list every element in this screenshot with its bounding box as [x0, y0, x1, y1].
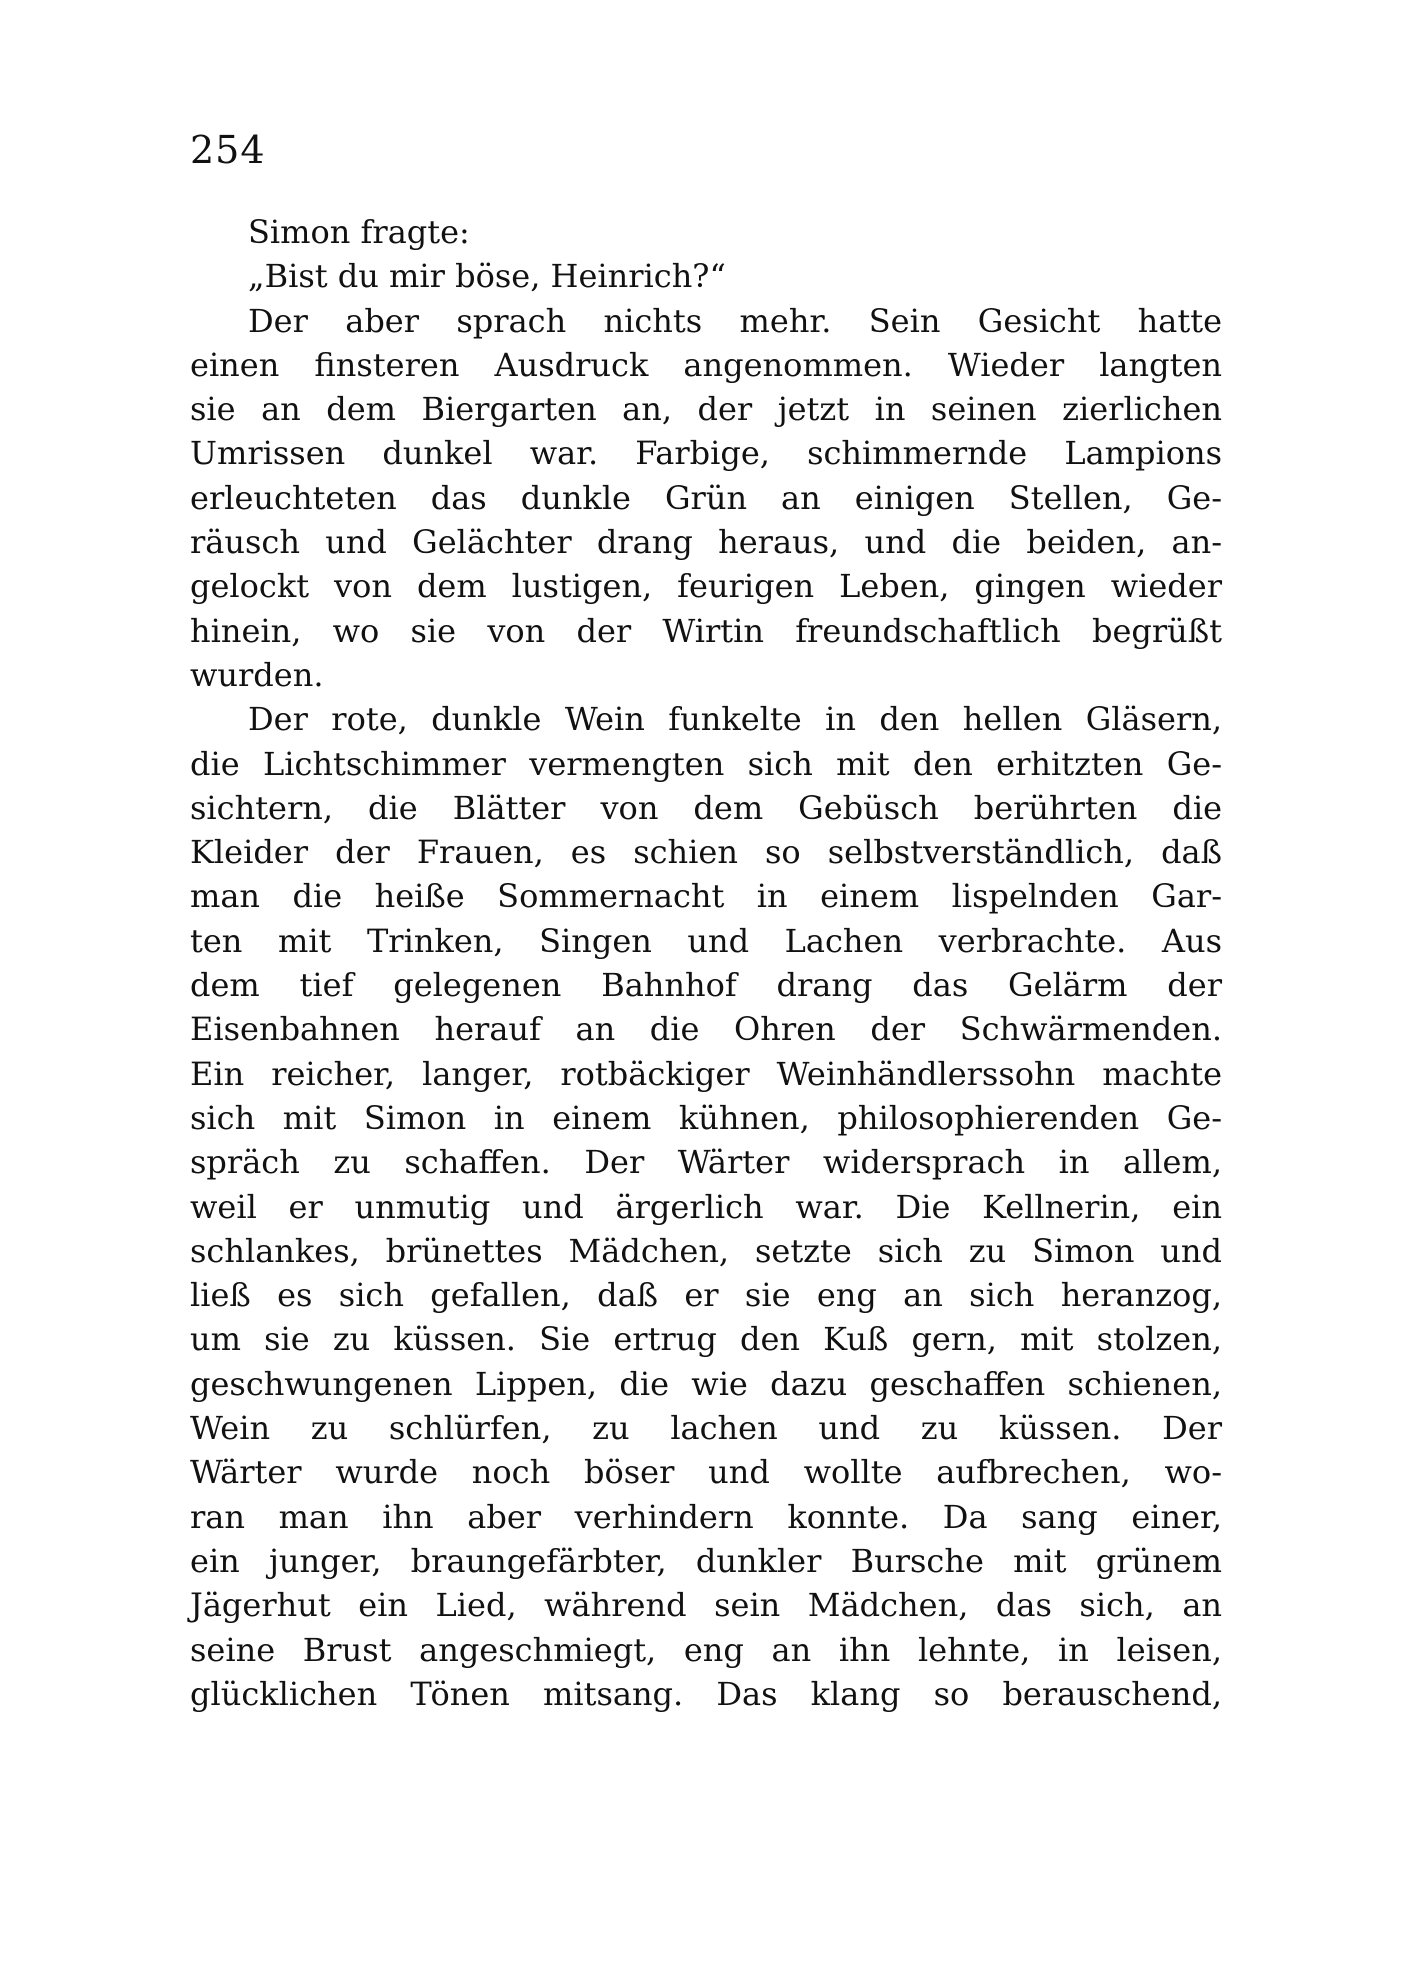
text-line: glücklichen Tönen mitsang. Das klang so berauschend,	[190, 1674, 1222, 1713]
text-line: Wärter wurde noch böser und wollte aufbrechen, wo-	[190, 1453, 1222, 1492]
text-line: Simon fragte:	[248, 213, 470, 251]
text-line: räusch und Gelächter drang heraus, und die beiden, an-	[190, 523, 1222, 562]
text-line: wurden.	[190, 655, 324, 694]
body-text	[190, 210, 1222, 1716]
text-line: einen finsteren Ausdruck angenommen. Wieder langten	[190, 345, 1222, 384]
text-line: erleuchteten das dunkle Grün an einigen Stellen, Ge-	[190, 478, 1222, 517]
text-line: seine Brust angeschmiegt, eng an ihn lehnte, in leisen,	[190, 1630, 1222, 1669]
text-line: Der rote, dunkle Wein funkelte in den hellen Gläsern,	[248, 700, 1222, 739]
text-line: ein junger, braungefärbter, dunkler Bursche mit grünem	[190, 1541, 1222, 1580]
text-line: um sie zu küssen. Sie ertrug den Kuß gern, mit stolzen,	[190, 1320, 1222, 1359]
text-line: weil er unmutig und ärgerlich war. Die Kellnerin, ein	[190, 1187, 1222, 1226]
text-line: Kleider der Frauen, es schien so selbstverständlich, daß	[190, 833, 1222, 872]
text-line: Der aber sprach nichts mehr. Sein Gesicht hatte	[248, 301, 1222, 340]
text-line: sichtern, die Blätter von dem Gebüsch berührten die	[190, 788, 1222, 827]
text-line: man die heiße Sommernacht in einem lispelnden Gar-	[190, 877, 1222, 916]
text-line: spräch zu schaffen. Der Wärter widersprach in allem,	[190, 1143, 1222, 1182]
text-line: dem tief gelegenen Bahnhof drang das Gelärm der	[190, 966, 1222, 1005]
text-line: Eisenbahnen herauf an die Ohren der Schwärmenden.	[190, 1010, 1222, 1049]
text-line: Ein reicher, langer, rotbäckiger Weinhändlerssohn machte	[190, 1054, 1222, 1093]
text-line: Jägerhut ein Lied, während sein Mädchen, das sich, an	[190, 1586, 1222, 1625]
text-line: „Bist du mir böse, Heinrich?“	[248, 257, 726, 296]
text-line: die Lichtschimmer vermengten sich mit den erhitzten Ge-	[190, 744, 1222, 783]
text-line: Umrissen dunkel war. Farbige, schimmernde Lampions	[190, 434, 1222, 473]
text-line: geschwungenen Lippen, die wie dazu geschaffen schienen,	[190, 1364, 1222, 1403]
text-line: sich mit Simon in einem kühnen, philosophierenden Ge-	[190, 1098, 1222, 1137]
text-line: Wein zu schlürfen, zu lachen und zu küssen. Der	[190, 1409, 1222, 1448]
text-line: gelockt von dem lustigen, feurigen Leben, gingen wieder	[190, 567, 1222, 606]
text-line: schlankes, brünettes Mädchen, setzte sich zu Simon und	[190, 1231, 1222, 1270]
text-line: hinein, wo sie von der Wirtin freundschaftlich begrüßt	[190, 611, 1222, 650]
text-line: sie an dem Biergarten an, der jetzt in seinen zierlichen	[190, 390, 1222, 429]
page-number: 254	[190, 128, 266, 172]
text-line: ten mit Trinken, Singen und Lachen verbrachte. Aus	[190, 921, 1222, 960]
text-line: ran man ihn aber verhindern konnte. Da sang einer,	[190, 1497, 1222, 1536]
text-line: ließ es sich gefallen, daß er sie eng an sich heranzog,	[190, 1276, 1222, 1315]
